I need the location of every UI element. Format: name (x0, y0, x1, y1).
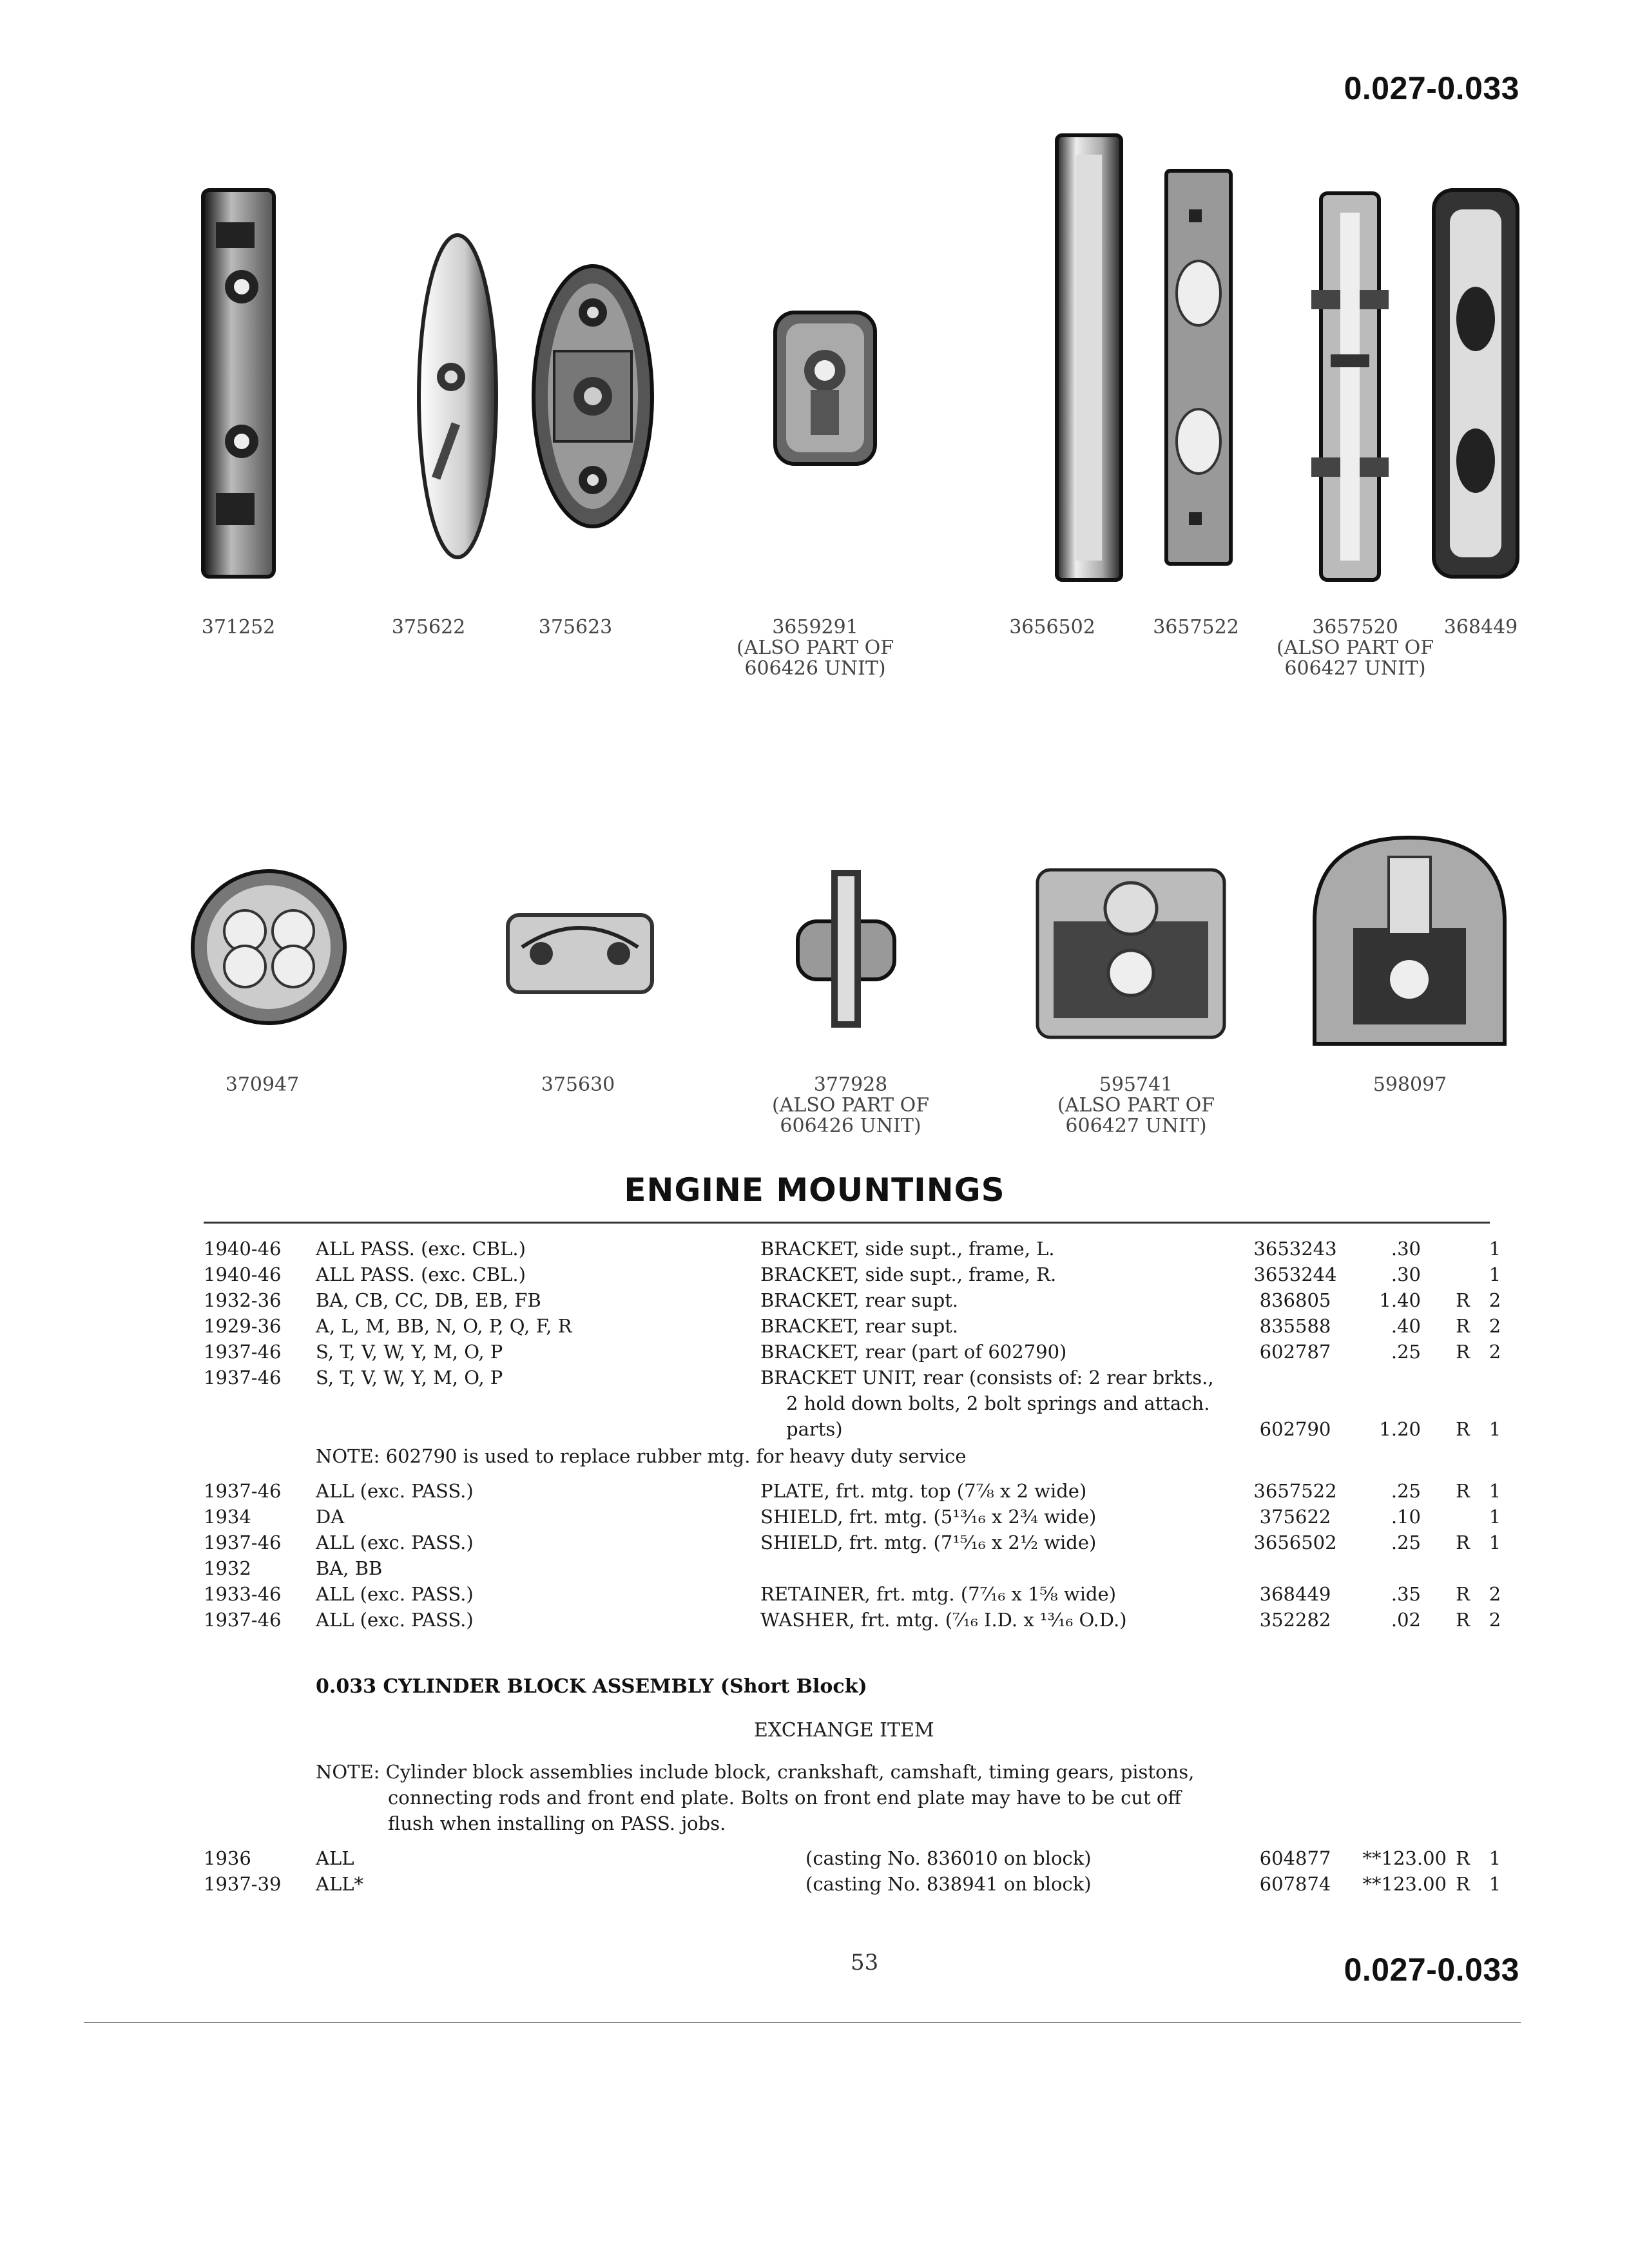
table-row: 1937-39 ALL* (casting No. 838941 on block) 607874 **123.00 R 1 (204, 1873, 1501, 1895)
section-title: ENGINE MOUNTINGS (624, 1171, 1005, 1209)
part-photo-595741 (1025, 857, 1237, 1053)
cylinder-block-heading: 0.033 CYLINDER BLOCK ASSEMBLY (Short Block) (316, 1675, 867, 1698)
table-row-continuation: parts) 602790 1.20 R 1 (786, 1418, 1501, 1440)
table-row: 1940-46 ALL PASS. (exc. CBL.) BRACKET, side supt., frame, L. 3653243 .30 1 (204, 1238, 1501, 1260)
part-photo-3659291 (772, 309, 878, 467)
part-photo-370947 (184, 867, 354, 1028)
table-row: 1933-46 ALL (exc. PASS.) RETAINER, frt. mtg. (7⁷⁄₁₆ x 1⅝ wide) 368449 .35 R 2 (204, 1583, 1501, 1605)
table-row-continuation: 2 hold down bolts, 2 bolt springs and attach. (786, 1392, 1210, 1414)
table-row: 1937-46 S, T, V, W, Y, M, O, P BRACKET UNIT, rear (consists of: 2 rear brkts., (204, 1367, 1214, 1389)
part-photo-3657522 (1160, 164, 1237, 570)
part-photo-377928 (791, 863, 901, 1034)
table-row: 1937-46 S, T, V, W, Y, M, O, P BRACKET, rear (part of 602790) 602787 .25 R 2 (204, 1341, 1501, 1363)
caption-377928: 377928 (ALSO PART OF 606426 UNIT) (771, 1073, 930, 1137)
caption-371252: 371252 (201, 616, 276, 639)
part-photo-598097 (1302, 831, 1518, 1050)
table-row: 1932-36 BA, CB, CC, DB, EB, FB BRACKET, rear supt. 836805 1.40 R 2 (204, 1289, 1501, 1311)
part-photo-375622 (412, 229, 503, 564)
caption-375622: 375622 (391, 616, 466, 639)
part-photo-368449 (1427, 184, 1524, 583)
table-row: 1934 DA SHIELD, frt. mtg. (5¹³⁄₁₆ x 2¾ wide) 375622 .10 1 (204, 1506, 1501, 1528)
caption-598097: 598097 (1373, 1073, 1447, 1096)
title-rule (204, 1222, 1490, 1224)
section-code-footer: 0.027-0.033 (1344, 1952, 1519, 1988)
section-code-header: 0.027-0.033 (1344, 70, 1519, 106)
table-row: 1940-46 ALL PASS. (exc. CBL.) BRACKET, side supt., frame, R. 3653244 .30 1 (204, 1264, 1501, 1285)
part-photo-3656502 (1050, 129, 1128, 586)
caption-368449: 368449 (1443, 616, 1518, 639)
part-photo-371252 (197, 184, 280, 583)
table-row: 1937-46 ALL (exc. PASS.) WASHER, frt. mtg. (⁷⁄₁₆ I.D. x ¹³⁄₁₆ O.D.) 352282 .02 R 2 (204, 1609, 1501, 1631)
caption-3656502: 3656502 (1009, 616, 1095, 639)
caption-3657522: 3657522 (1153, 616, 1239, 639)
part-photo-3657520 (1308, 187, 1392, 586)
part-photo-375630 (503, 896, 657, 1002)
caption-375630: 375630 (541, 1073, 615, 1096)
caption-370947: 370947 (225, 1073, 300, 1096)
exchange-item-label: EXCHANGE ITEM (754, 1719, 934, 1742)
table-row: 1929-36 A, L, M, BB, N, O, P, Q, F, R BRACKET, rear supt. 835588 .40 R 2 (204, 1315, 1501, 1337)
caption-375623: 375623 (538, 616, 613, 639)
table-row: 1932 BA, BB (204, 1557, 383, 1579)
table-row: 1936 ALL (casting No. 836010 on block) 604877 **123.00 R 1 (204, 1847, 1501, 1869)
table-row: 1937-46 ALL (exc. PASS.) PLATE, frt. mtg. top (7⅞ x 2 wide) 3657522 .25 R 1 (204, 1480, 1501, 1502)
part-photo-375623 (528, 261, 657, 532)
page-number: 53 (851, 1950, 879, 1975)
cylinder-block-note: NOTE: Cylinder block assemblies include block, crankshaft, camshaft, timing gears, pistons, connecting rods and front end plate. Bolts on front end plate may have to be cut off flush when installing on PASS. jobs. (316, 1761, 1195, 1834)
caption-3659291: 3659291 (ALSO PART OF 606426 UNIT) (736, 616, 894, 680)
caption-595741: 595741 (ALSO PART OF 606427 UNIT) (1057, 1073, 1215, 1137)
caption-3657520: 3657520 (ALSO PART OF 606427 UNIT) (1276, 616, 1434, 680)
footer-rule (84, 2022, 1521, 2023)
table-row: 1937-46 ALL (exc. PASS.) SHIELD, frt. mtg. (7¹⁵⁄₁₆ x 2½ wide) 3656502 .25 R 1 (204, 1532, 1501, 1553)
mount-note: NOTE: 602790 is used to replace rubber mtg. for heavy duty service (316, 1445, 967, 1467)
